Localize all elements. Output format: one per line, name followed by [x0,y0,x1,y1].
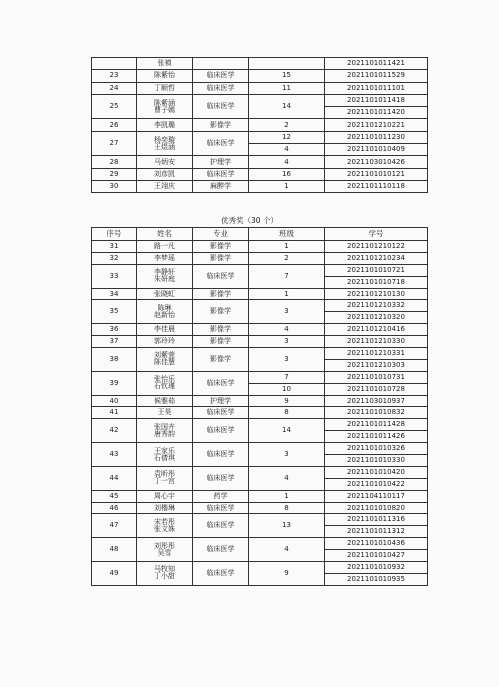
cell-student-id: 2021101210320 [325,312,428,324]
cell-major: 临床医学 [193,538,249,562]
cell-grade: 3 [249,443,325,467]
cell-no [92,58,137,70]
table-row [92,300,428,312]
student-name: 陈琳 [157,303,172,312]
cell-student-id: 2021101011428 [325,419,428,431]
cell-grade: 2 [249,119,325,131]
table-row [92,119,428,131]
table-row [92,241,428,253]
cell-name-group [137,180,193,192]
cell-student-id: 2021101110118 [325,180,428,192]
cell-major: 影像学 [193,324,249,336]
cell-grade: 4 [249,144,325,156]
cell-student-id: 2021101010409 [325,144,428,156]
cell-name-group [137,419,193,443]
cell-no: 46 [92,502,137,514]
cell-grade: 4 [249,538,325,562]
cell-student-id: 2021103010937 [325,395,428,407]
table-row [92,538,428,550]
table-row [92,419,428,431]
cell-name-group [137,324,193,336]
student-name: 石钦瑾 [154,382,175,391]
student-name: 王煜涵 [154,142,175,151]
student-name: 刘彤彤 [154,541,175,550]
cell-student-id: 2021101210331 [325,348,428,360]
student-name: 李梦瑶 [154,253,175,262]
cell-student-id: 2021101010436 [325,538,428,550]
table-row [92,82,428,94]
cell-no: 28 [92,156,137,168]
student-name: 赵新怡 [154,310,175,319]
cell-no: 24 [92,82,137,94]
cell-major: 药学 [193,490,249,502]
student-name: 路一凡 [154,241,175,250]
cell-no: 34 [92,288,137,300]
cell-major: 临床医学 [193,70,249,82]
cell-no: 38 [92,348,137,372]
cell-student-id: 2021101210332 [325,300,428,312]
cell-student-id: 2021101010427 [325,550,428,562]
cell-no: 23 [92,70,137,82]
cell-no: 44 [92,466,137,490]
cell-grade: 8 [249,502,325,514]
cell-student-id: 2021101010820 [325,502,428,514]
table-row [92,490,428,502]
cell-major: 临床医学 [193,466,249,490]
cell-major: 临床医学 [193,407,249,419]
award-table-top [91,57,428,193]
table-row [92,58,428,70]
cell-student-id: 2021101010832 [325,407,428,419]
table-row [92,180,428,192]
student-name: 李佳晨 [154,325,175,334]
cell-grade: 15 [249,70,325,82]
cell-student-id: 2021101210416 [325,324,428,336]
cell-student-id: 2021101210122 [325,241,428,253]
cell-name-group [137,336,193,348]
cell-name-group [137,241,193,253]
cell-student-id: 2021101010420 [325,466,428,478]
table-row [92,466,428,478]
cell-major: 护理学 [193,156,249,168]
cell-name-group [137,82,193,94]
cell-student-id: 2021101011421 [325,58,428,70]
student-name: 王家乐 [154,446,175,455]
table-row [92,371,428,383]
student-name: 马炳安 [154,157,175,166]
student-name: 朱妍庭 [154,275,175,284]
table-row [92,336,428,348]
cell-student-id: 2021101210221 [325,119,428,131]
student-name: 张禛 [157,59,172,68]
cell-name-group [137,70,193,82]
cell-student-id: 2021101011101 [325,82,428,94]
student-name: 唐秀韵 [154,429,175,438]
cell-grade: 16 [249,168,325,180]
cell-name-group [137,514,193,538]
table-header-row [92,228,428,241]
table-row [92,264,428,276]
cell-name-group [137,466,193,490]
cell-name-group [137,490,193,502]
cell-no: 49 [92,562,137,586]
table-row [92,70,428,82]
cell-name-group [137,94,193,119]
cell-major: 临床医学 [193,443,249,467]
table-row [92,514,428,526]
cell-name-group [137,168,193,180]
cell-no: 45 [92,490,137,502]
student-name: 丁一宫 [154,477,175,486]
student-name: 刘彦凯 [154,169,175,178]
student-name: 石倩琪 [154,453,175,462]
cell-name-group [137,348,193,372]
cell-major: 影像学 [193,336,249,348]
student-name: 刘楷琳 [154,503,175,512]
cell-name-group [137,288,193,300]
cell-student-id: 2021101011426 [325,431,428,443]
header-id: 学号 [325,228,428,241]
cell-grade: 3 [249,348,325,372]
cell-no: 30 [92,180,137,192]
cell-major: 临床医学 [193,419,249,443]
cell-name-group [137,562,193,586]
student-name: 杨奕璇 [154,135,175,144]
cell-grade: 1 [249,490,325,502]
student-name: 李凯璐 [154,120,175,129]
cell-no: 40 [92,395,137,407]
student-name: 曹子嫣 [154,105,175,114]
cell-no: 32 [92,252,137,264]
cell-major: 临床医学 [193,562,249,586]
cell-no: 39 [92,371,137,395]
cell-no: 47 [92,514,137,538]
student-name: 王翊庆 [154,182,175,191]
student-name: 宋若彤 [154,517,175,526]
student-name: 马牧知 [154,565,175,574]
cell-student-id: 2021101210130 [325,288,428,300]
cell-student-id: 2021101010330 [325,455,428,467]
cell-no: 29 [92,168,137,180]
header-name: 姓名 [137,228,193,241]
cell-major: 影像学 [193,241,249,253]
cell-no: 37 [92,336,137,348]
cell-name-group [137,395,193,407]
cell-major: 影像学 [193,288,249,300]
cell-student-id: 2021101010422 [325,478,428,490]
table-row [92,94,428,106]
cell-student-id: 2021101011418 [325,94,428,106]
cell-student-id: 2021101010935 [325,573,428,585]
cell-grade: 7 [249,264,325,288]
cell-no: 26 [92,119,137,131]
cell-student-id: 2021101010121 [325,168,428,180]
table-row [92,502,428,514]
cell-student-id: 2021103010426 [325,156,428,168]
table-row [92,562,428,574]
cell-student-id: 2021101010721 [325,264,428,276]
student-name: 张怡乐 [154,375,175,384]
cell-major: 临床医学 [193,82,249,94]
table-row [92,156,428,168]
cell-major: 护理学 [193,395,249,407]
table-row [92,443,428,455]
student-name: 王昊 [157,408,172,417]
cell-name-group [137,407,193,419]
cell-grade: 3 [249,336,325,348]
student-name: 陈佳慧 [154,358,175,367]
cell-student-id: 2021104110117 [325,490,428,502]
cell-major: 临床医学 [193,94,249,119]
cell-major: 临床医学 [193,371,249,395]
cell-grade: 4 [249,156,325,168]
cell-major: 麻醉学 [193,180,249,192]
cell-no: 41 [92,407,137,419]
cell-no: 48 [92,538,137,562]
cell-student-id: 2021101210330 [325,336,428,348]
cell-student-id: 2021101010932 [325,562,428,574]
cell-student-id: 2021101011316 [325,514,428,526]
cell-student-id: 2021101011420 [325,107,428,119]
cell-grade: 11 [249,82,325,94]
cell-grade: 10 [249,383,325,395]
cell-name-group [137,252,193,264]
cell-name-group [137,502,193,514]
student-name: 张国卉 [154,422,175,431]
student-name: 吴雪 [157,548,172,557]
cell-name-group [137,443,193,467]
cell-major: 影像学 [193,300,249,324]
cell-no: 43 [92,443,137,467]
cell-no: 42 [92,419,137,443]
cell-student-id: 2021101010718 [325,276,428,288]
student-name: 张晓虹 [154,289,175,298]
cell-grade: 2 [249,252,325,264]
student-name: 刘紫萱 [154,351,175,360]
cell-name-group [137,300,193,324]
cell-student-id: 2021101010731 [325,371,428,383]
cell-grade: 4 [249,466,325,490]
cell-major [193,58,249,70]
header-grade: 班级 [249,228,325,241]
cell-name-group [137,264,193,288]
cell-major: 影像学 [193,119,249,131]
cell-grade: 14 [249,419,325,443]
student-name: 候雅茹 [154,396,175,405]
cell-student-id: 2021101011230 [325,131,428,143]
cell-grade: 1 [249,241,325,253]
cell-major: 临床医学 [193,264,249,288]
table-row [92,395,428,407]
cell-grade: 1 [249,288,325,300]
student-name: 张文姝 [154,524,175,533]
cell-grade: 7 [249,371,325,383]
cell-no: 31 [92,241,137,253]
student-name: 李静轩 [154,268,175,277]
excellence-award-table [91,227,428,586]
cell-grade [249,58,325,70]
student-name: 周心宇 [154,491,175,500]
cell-student-id: 2021101210303 [325,359,428,371]
student-name: 袁昕彤 [154,470,175,479]
cell-student-id: 2021101010728 [325,383,428,395]
cell-grade: 4 [249,324,325,336]
cell-major: 临床医学 [193,131,249,156]
cell-grade: 1 [249,180,325,192]
cell-grade: 9 [249,395,325,407]
cell-major: 影像学 [193,252,249,264]
cell-no: 25 [92,94,137,119]
table-row [92,324,428,336]
student-name: 丁小甜 [154,572,175,581]
cell-student-id: 2021101011312 [325,526,428,538]
student-name: 陈紫涵 [154,98,175,107]
cell-name-group [137,58,193,70]
cell-no: 33 [92,264,137,288]
cell-student-id: 2021101011529 [325,70,428,82]
cell-grade: 9 [249,562,325,586]
section-caption: 优秀奖（30 个） [221,216,278,225]
cell-grade: 14 [249,94,325,119]
table-row [92,168,428,180]
cell-major: 临床医学 [193,168,249,180]
cell-student-id: 2021101010326 [325,443,428,455]
cell-major: 影像学 [193,348,249,372]
cell-name-group [137,371,193,395]
cell-grade: 8 [249,407,325,419]
cell-student-id: 2021101210234 [325,252,428,264]
cell-major: 临床医学 [193,502,249,514]
table-row [92,288,428,300]
cell-no: 36 [92,324,137,336]
cell-grade: 13 [249,514,325,538]
cell-no: 35 [92,300,137,324]
cell-name-group [137,119,193,131]
table-row [92,348,428,360]
table-row [92,407,428,419]
header-major: 专业 [193,228,249,241]
table-row [92,131,428,143]
student-name: 陈紫怡 [154,71,175,80]
student-name: 丁顺哲 [154,83,175,92]
cell-name-group [137,538,193,562]
cell-name-group [137,131,193,156]
student-name: 郭玲玲 [154,337,175,346]
header-no: 序号 [92,228,137,241]
cell-grade: 12 [249,131,325,143]
cell-grade: 3 [249,300,325,324]
cell-major: 临床医学 [193,514,249,538]
cell-no: 27 [92,131,137,156]
table-row [92,252,428,264]
cell-name-group [137,156,193,168]
